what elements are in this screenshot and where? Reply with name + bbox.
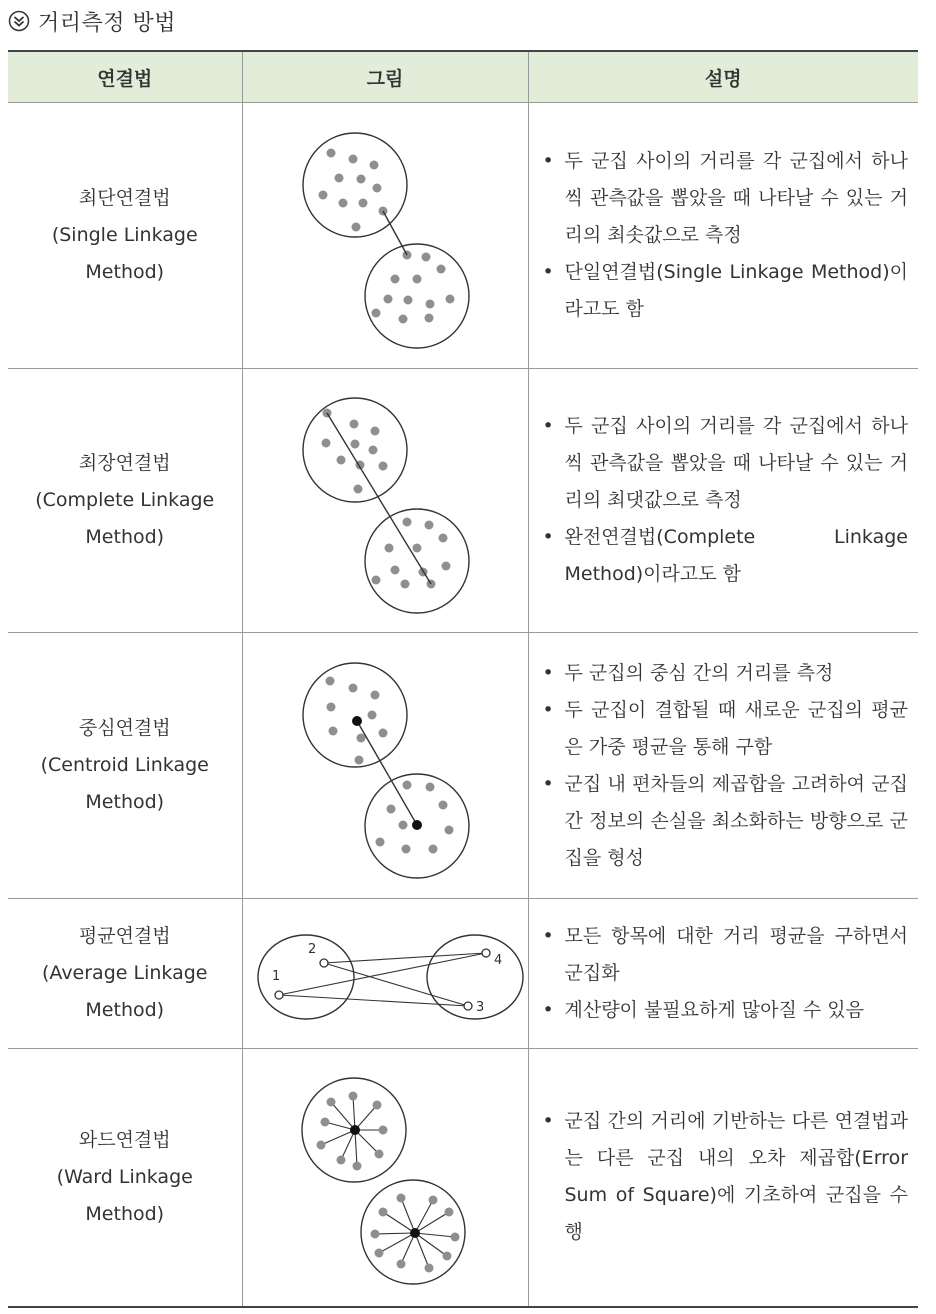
method-name-english-suffix: Method) [85, 526, 165, 548]
description-list [543, 143, 909, 328]
figure-cell [242, 103, 528, 369]
figure-cell [242, 633, 528, 899]
description-cell [528, 103, 918, 369]
method-name: 중심연결법 [78, 717, 171, 739]
method-name: 최단연결법 [78, 187, 171, 209]
method-name-english: (Complete Linkage [35, 489, 215, 511]
description-cell [528, 1049, 918, 1307]
table-row-complete-linkage [8, 369, 918, 633]
method-name-english-suffix: Method) [85, 1202, 165, 1225]
table-header-row [8, 51, 918, 103]
method-name-cell [8, 103, 242, 369]
header-figure: 그림 [242, 51, 528, 103]
complete-linkage-diagram [243, 370, 529, 632]
double-chevron-down-circle-icon [8, 10, 30, 32]
method-name-english: (Single Linkage [51, 224, 198, 246]
method-name: 와드연결법 [78, 1128, 171, 1151]
centroid-linkage-diagram [243, 635, 529, 897]
method-name: 최장연결법 [78, 452, 171, 474]
section-heading [8, 6, 176, 36]
description-item: • 두 군집 사이의 거리를 각 군집에서 하나씩 관측값을 뽑았을 때 나타날 수 있는 거리의 최솟값으로 측정 [542, 150, 908, 246]
method-name-english-suffix: Method) [85, 261, 165, 283]
description-item: • 두 군집의 중심 간의 거리를 측정 [542, 661, 834, 684]
description-item: • 완전연결법(Complete Linkage Method)이라고도 함 [542, 526, 908, 585]
description-list [543, 408, 909, 593]
average-linkage-diagram [243, 901, 529, 1047]
section-title: 거리측정 방법 [38, 10, 177, 36]
method-name-english-suffix: Method) [85, 791, 165, 813]
description-item: • 계산량이 불필요하게 많아질 수 있음 [542, 999, 864, 1021]
method-name-cell [8, 1049, 242, 1307]
description-item: • 군집 내 편차들의 제곱합을 고려하여 군집 간 정보의 손실을 최소화하는 방향으로 군집을 형성 [542, 772, 908, 869]
figure-cell [242, 369, 528, 633]
method-name-english: (Ward Linkage [56, 1165, 193, 1188]
method-name: 평균연결법 [78, 925, 171, 947]
method-name-cell [8, 899, 242, 1049]
description-cell [528, 899, 918, 1049]
point-label-1: 1 [271, 968, 280, 984]
header-description: 설명 [528, 51, 918, 103]
method-name-english: (Centroid Linkage [40, 754, 209, 776]
description-item: • 두 군집 사이의 거리를 각 군집에서 하나씩 관측값을 뽑았을 때 나타날 수 있는 거리의 최댓값으로 측정 [542, 415, 908, 511]
method-name-cell [8, 369, 242, 633]
method-name-english: (Average Linkage [42, 962, 208, 984]
linkage-methods-table [8, 50, 918, 1308]
description-item: • 모든 항목에 대한 거리 평균을 구하면서 군집화 [542, 925, 908, 984]
description-cell [528, 369, 918, 633]
point-label-4: 4 [493, 952, 502, 968]
description-list [543, 918, 909, 1029]
figure-cell [242, 1049, 528, 1307]
description-item: • 두 군집이 결합될 때 새로운 군집의 평균은 가중 평균을 통해 구함 [542, 698, 908, 758]
single-linkage-diagram [243, 105, 529, 367]
table-row-average-linkage [8, 899, 918, 1049]
ward-linkage-diagram [243, 1050, 529, 1304]
method-name-english-suffix: Method) [85, 999, 165, 1021]
description-item: • 군집 간의 거리에 기반하는 다른 연결법과는 다른 군집 내의 오차 제곱합(Error Sum of Square)에 기초하여 군집을 수행 [542, 1110, 908, 1244]
table-row-centroid-linkage [8, 633, 918, 899]
description-list [543, 1103, 909, 1251]
method-name-cell [8, 633, 242, 899]
description-cell [528, 633, 918, 899]
point-label-2: 2 [307, 941, 316, 957]
point-label-3: 3 [475, 999, 484, 1015]
description-item: • 단일연결법(Single Linkage Method)이라고도 함 [542, 261, 908, 320]
table-row-ward-linkage [8, 1049, 918, 1307]
table-row-single-linkage [8, 103, 918, 369]
figure-cell [242, 899, 528, 1049]
description-list [543, 655, 909, 877]
header-method: 연결법 [8, 51, 242, 103]
